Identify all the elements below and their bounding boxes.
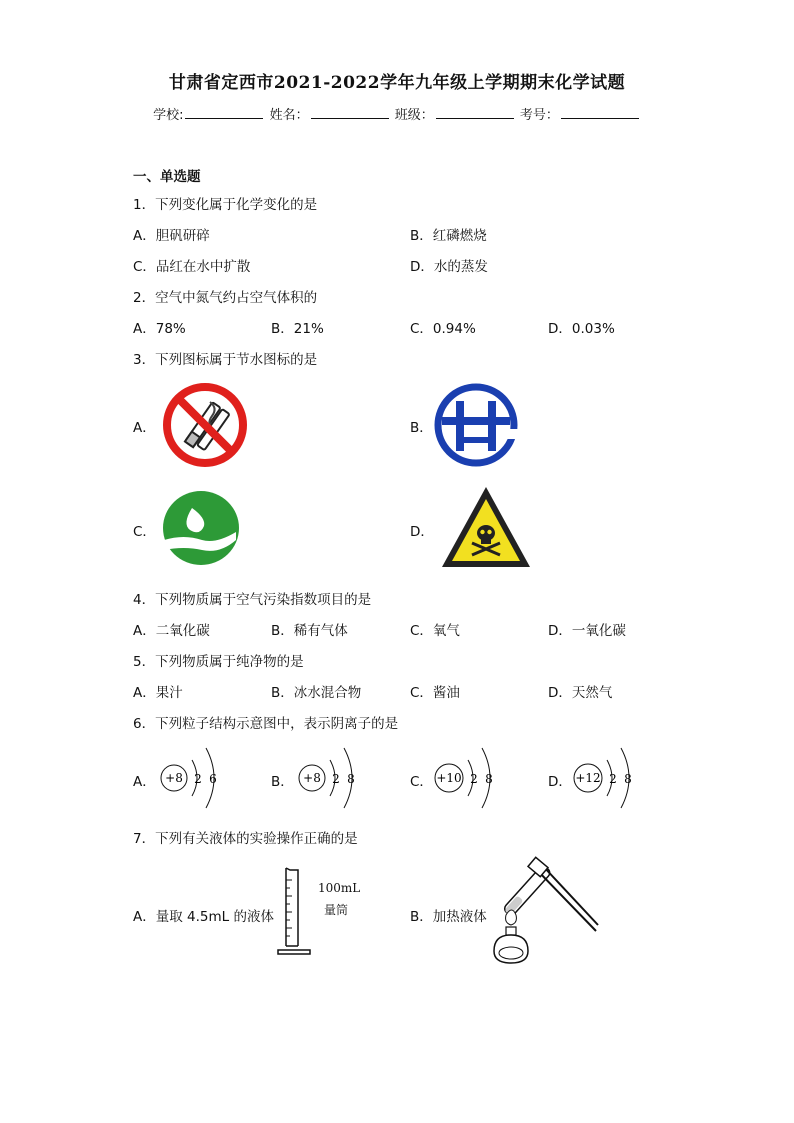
atom-a-shell-1: 2 bbox=[194, 772, 202, 786]
toxic-warning-icon bbox=[440, 485, 532, 569]
heating-liquid-apparatus-icon bbox=[486, 855, 600, 971]
cylinder-name-label: 量筒 bbox=[324, 903, 349, 917]
q1-option-b: B．红磷燃烧 bbox=[410, 228, 487, 244]
school-label: 学校: bbox=[153, 108, 184, 123]
page-title: 甘肃省定西市2021-2022学年九年级上学期期末化学试题 bbox=[168, 73, 626, 93]
school-blank bbox=[185, 106, 263, 119]
q6-option-c: C． bbox=[410, 774, 433, 790]
q6-option-b: B． bbox=[271, 774, 294, 790]
q7-option-b: B．加热液体 bbox=[410, 909, 487, 925]
atom-diagram-c bbox=[434, 744, 506, 814]
name-blank bbox=[311, 106, 389, 119]
question-7-stem: 7．下列有关液体的实验操作正确的是 bbox=[133, 831, 358, 847]
number-blank bbox=[561, 106, 639, 119]
q6-option-d: D． bbox=[548, 774, 572, 790]
question-5-stem: 5．下列物质属于纯净物的是 bbox=[133, 654, 304, 670]
q1-option-c: C．品红在水中扩散 bbox=[133, 259, 251, 275]
question-4-stem: 4．下列物质属于空气污染指数项目的是 bbox=[133, 592, 372, 608]
q5-option-d: D．天然气 bbox=[548, 685, 613, 701]
atom-b-shell-2: 8 bbox=[347, 772, 355, 786]
q5-option-b: B．冰水混合物 bbox=[271, 685, 362, 701]
question-2-stem: 2．空气中氮气约占空气体积的 bbox=[133, 290, 318, 306]
atom-b-shell-1: 2 bbox=[332, 772, 340, 786]
name-label: 姓名： bbox=[269, 108, 309, 123]
q3-option-a: A． bbox=[133, 420, 156, 436]
q6-option-a: A． bbox=[133, 774, 156, 790]
class-label: 班级： bbox=[394, 108, 434, 123]
q2-option-b: B．21% bbox=[271, 321, 324, 337]
water-conservation-blue-icon bbox=[434, 383, 518, 467]
atom-c-nucleus: +10 bbox=[436, 771, 462, 785]
q2-option-a: A．78% bbox=[133, 321, 186, 337]
atom-c-shell-2: 8 bbox=[485, 772, 493, 786]
q4-option-d: D．一氧化碳 bbox=[548, 623, 626, 639]
q4-option-c: C．氧气 bbox=[410, 623, 460, 639]
number-label: 考号： bbox=[519, 108, 559, 123]
atom-b-nucleus: +8 bbox=[303, 771, 321, 785]
cylinder-capacity-label: 100mL bbox=[318, 881, 361, 895]
q5-option-c: C．酱油 bbox=[410, 685, 460, 701]
q3-option-b: B． bbox=[410, 420, 433, 436]
q4-option-b: B．稀有气体 bbox=[271, 623, 348, 639]
atom-a-nucleus: +8 bbox=[165, 771, 183, 785]
question-6-stem: 6．下列粒子结构示意图中，表示阴离子的是 bbox=[133, 716, 399, 732]
q1-option-d: D．水的蒸发 bbox=[410, 259, 488, 275]
atom-diagram-a bbox=[160, 744, 230, 814]
water-saving-green-icon bbox=[162, 490, 240, 566]
atom-a-shell-2: 6 bbox=[209, 772, 217, 786]
q5-option-a: A．果汁 bbox=[133, 685, 183, 701]
no-smoking-icon bbox=[162, 382, 248, 468]
atom-d-nucleus: +12 bbox=[575, 771, 601, 785]
question-1-stem: 1．下列变化属于化学变化的是 bbox=[133, 197, 318, 213]
atom-c-shell-1: 2 bbox=[470, 772, 478, 786]
section-title: 一、单选题 bbox=[133, 169, 201, 185]
q7-option-a: A．量取 4.5mL 的液体 bbox=[133, 909, 274, 925]
atom-diagram-b bbox=[298, 744, 368, 814]
q2-option-c: C．0.94% bbox=[410, 321, 476, 337]
atom-d-shell-1: 2 bbox=[609, 772, 617, 786]
q3-option-d: D． bbox=[410, 524, 434, 540]
graduated-cylinder-icon bbox=[274, 866, 314, 958]
atom-d-shell-2: 8 bbox=[624, 772, 632, 786]
atom-diagram-d bbox=[573, 744, 645, 814]
q2-option-d: D．0.03% bbox=[548, 321, 615, 337]
class-blank bbox=[436, 106, 514, 119]
q1-option-a: A．胆矾研碎 bbox=[133, 228, 210, 244]
student-info-line bbox=[0, 104, 794, 123]
question-3-stem: 3．下列图标属于节水图标的是 bbox=[133, 352, 318, 368]
q4-option-a: A．二氧化碳 bbox=[133, 623, 210, 639]
q3-option-c: C． bbox=[133, 524, 156, 540]
